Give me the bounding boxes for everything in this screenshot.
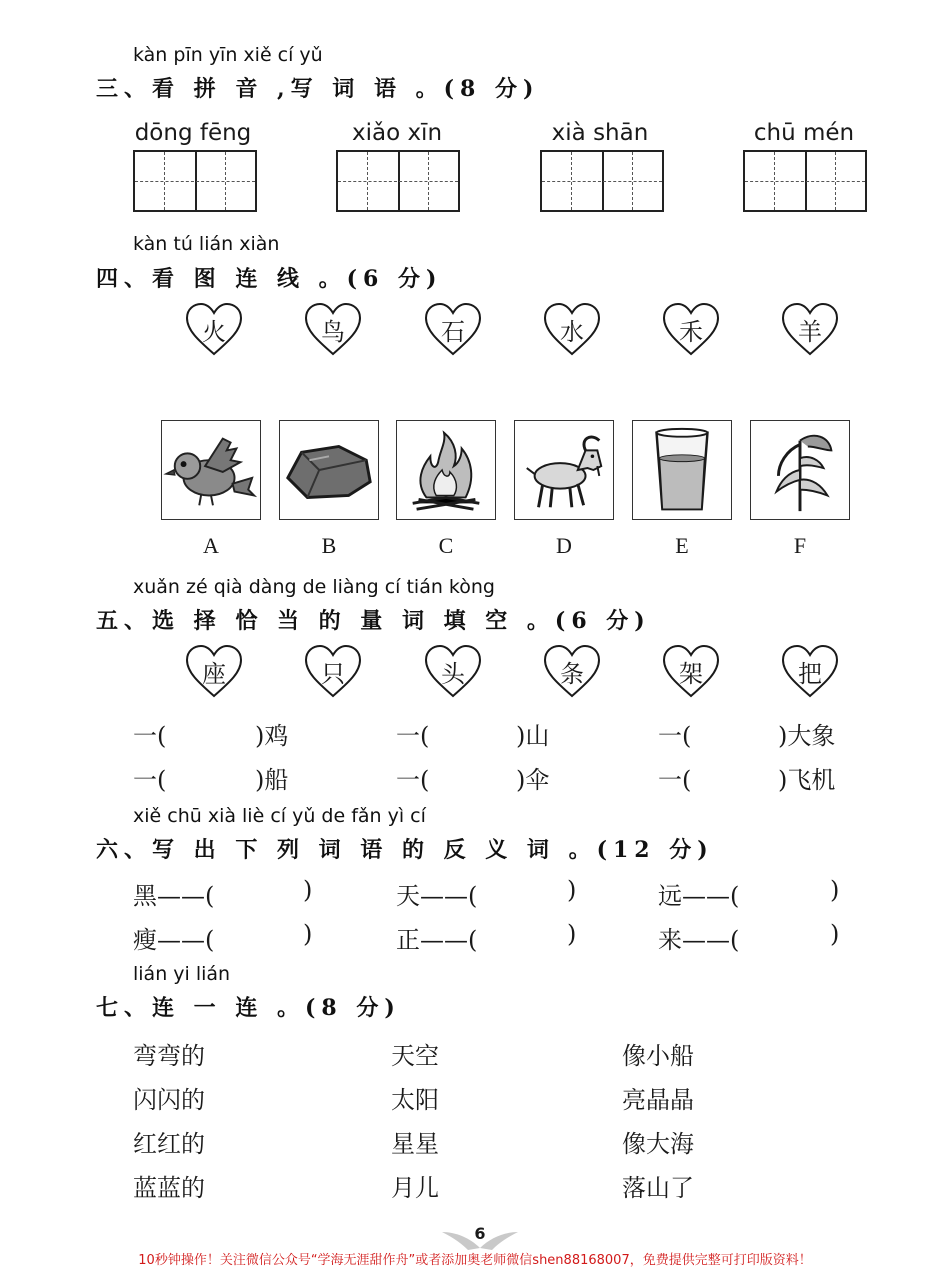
picture-word-heart-6[interactable]	[780, 302, 840, 358]
connect-col2-1[interactable]: 天空	[391, 1042, 439, 1070]
measure-word-heart-4[interactable]	[542, 644, 602, 700]
picture-word-heart-1[interactable]	[184, 302, 244, 358]
section5-title: 五、选 择 恰 当 的 量 词 填 空 。(6 分)	[96, 608, 651, 634]
goat-icon	[515, 421, 613, 519]
measure-word-heart-label: 条	[560, 660, 584, 688]
connect-col3-2[interactable]: 亮晶晶	[622, 1086, 694, 1114]
writing-grid-2[interactable]	[336, 150, 460, 212]
section4-title: 四、看 图 连 线 。(6 分)	[96, 266, 443, 292]
section3-title: 三、看 拼 音 ,写 词 语 。(8 分)	[96, 76, 540, 102]
measure-word-heart-label: 只	[321, 660, 345, 688]
measure-word-heart-label: 架	[679, 660, 703, 688]
picture-letter-a: A	[203, 533, 219, 558]
measure-word-heart-1[interactable]	[184, 644, 244, 700]
picture-letter-d: D	[556, 533, 572, 558]
measure-word-heart-label: 把	[798, 660, 822, 688]
picture-letter-c: C	[438, 533, 454, 558]
connect-col2-2[interactable]: 太阳	[391, 1086, 439, 1114]
antonym-word-2-3: 来——(	[658, 926, 740, 954]
measure-word-heart-2[interactable]	[303, 644, 363, 700]
picture-word-heart-3[interactable]	[423, 302, 483, 358]
measure-word-heart-label: 头	[441, 660, 465, 688]
picture-word-heart-4[interactable]	[542, 302, 602, 358]
antonym-close-1-2: )	[567, 876, 577, 904]
writing-grid-4[interactable]	[743, 150, 867, 212]
measure-suffix-1-1: )鸡	[255, 722, 289, 750]
antonym-word-2-1: 瘦——(	[133, 926, 215, 954]
fire-icon	[397, 421, 495, 519]
connect-col3-3[interactable]: 像大海	[622, 1130, 694, 1158]
measure-suffix-2-2: )伞	[516, 766, 550, 794]
section6-title: 六、写 出 下 列 词 语 的 反 义 词 。(12 分)	[96, 837, 714, 863]
connect-col2-3[interactable]: 星星	[391, 1130, 439, 1158]
connect-col3-4[interactable]: 落山了	[622, 1174, 694, 1202]
picture-d-goat	[514, 420, 614, 520]
antonym-word-1-1: 黑——(	[133, 882, 215, 910]
picture-word-heart-5[interactable]	[661, 302, 721, 358]
measure-prefix-1-3: 一(	[658, 722, 692, 750]
measure-suffix-2-1: )船	[255, 766, 289, 794]
picture-a-bird	[161, 420, 261, 520]
picture-word-heart-label: 羊	[798, 318, 822, 346]
picture-c-fire	[396, 420, 496, 520]
picture-word-heart-label: 水	[560, 318, 584, 346]
antonym-close-1-3: )	[830, 876, 840, 904]
measure-word-heart-label: 座	[202, 660, 226, 688]
picture-b-stone	[279, 420, 379, 520]
picture-word-heart-label: 鸟	[321, 318, 345, 346]
stone-icon	[280, 421, 378, 519]
word-pinyin-4: chū mén	[753, 120, 855, 146]
promo-footer: 10秒钟操作！关注微信公众号“学海无涯甜作舟”或者添加奥老师微信shen88168007，免费提供完整可打印版资料！	[138, 1253, 812, 1268]
connect-col1-4[interactable]: 蓝蓝的	[133, 1174, 205, 1202]
measure-word-heart-6[interactable]	[780, 644, 840, 700]
measure-suffix-1-3: )大象	[778, 722, 836, 750]
page-number: 6	[474, 1224, 486, 1243]
writing-grid-1[interactable]	[133, 150, 257, 212]
word-pinyin-1: dōng fēng	[134, 120, 252, 146]
measure-word-heart-5[interactable]	[661, 644, 721, 700]
word-pinyin-2: xiǎo xīn	[351, 120, 443, 146]
section4-pinyin: kàn tú lián xiàn	[133, 233, 280, 255]
connect-col2-4[interactable]: 月儿	[391, 1174, 439, 1202]
connect-col1-2[interactable]: 闪闪的	[133, 1086, 205, 1114]
bird-icon	[162, 421, 260, 519]
section7-pinyin: lián yi lián	[133, 963, 231, 985]
antonym-word-1-2: 天——(	[396, 882, 478, 910]
antonym-close-2-3: )	[830, 920, 840, 948]
picture-letter-b: B	[321, 533, 337, 558]
measure-suffix-1-2: )山	[516, 722, 550, 750]
connect-col3-1[interactable]: 像小船	[622, 1042, 694, 1070]
connect-col1-3[interactable]: 红红的	[133, 1130, 205, 1158]
measure-word-heart-3[interactable]	[423, 644, 483, 700]
antonym-word-2-2: 正——(	[396, 926, 478, 954]
measure-suffix-2-3: )飞机	[778, 766, 836, 794]
picture-word-heart-label: 禾	[679, 318, 703, 346]
picture-word-heart-2[interactable]	[303, 302, 363, 358]
grain-plant-icon	[751, 421, 849, 519]
antonym-close-1-1: )	[303, 876, 313, 904]
picture-e-water	[632, 420, 732, 520]
section3-pinyin: kàn pīn yīn xiě cí yǔ	[133, 44, 323, 66]
picture-letter-f: F	[793, 533, 807, 558]
word-pinyin-3: xià shān	[551, 120, 649, 146]
section5-pinyin: xuǎn zé qià dàng de liàng cí tián kòng	[133, 576, 495, 598]
measure-prefix-1-2: 一(	[396, 722, 430, 750]
measure-prefix-1-1: 一(	[133, 722, 167, 750]
picture-word-heart-label: 火	[202, 318, 226, 346]
connect-col1-1[interactable]: 弯弯的	[133, 1042, 205, 1070]
measure-prefix-2-2: 一(	[396, 766, 430, 794]
antonym-close-2-2: )	[567, 920, 577, 948]
writing-grid-3[interactable]	[540, 150, 664, 212]
measure-prefix-2-3: 一(	[658, 766, 692, 794]
antonym-close-2-1: )	[303, 920, 313, 948]
picture-word-heart-label: 石	[441, 318, 465, 346]
water-glass-icon	[633, 421, 731, 519]
picture-f-grain	[750, 420, 850, 520]
measure-prefix-2-1: 一(	[133, 766, 167, 794]
antonym-word-1-3: 远——(	[658, 882, 740, 910]
section6-pinyin: xiě chū xià liè cí yǔ de fǎn yì cí	[133, 805, 426, 827]
picture-letter-e: E	[675, 533, 689, 558]
section7-title: 七、连 一 连 。(8 分)	[96, 995, 401, 1021]
